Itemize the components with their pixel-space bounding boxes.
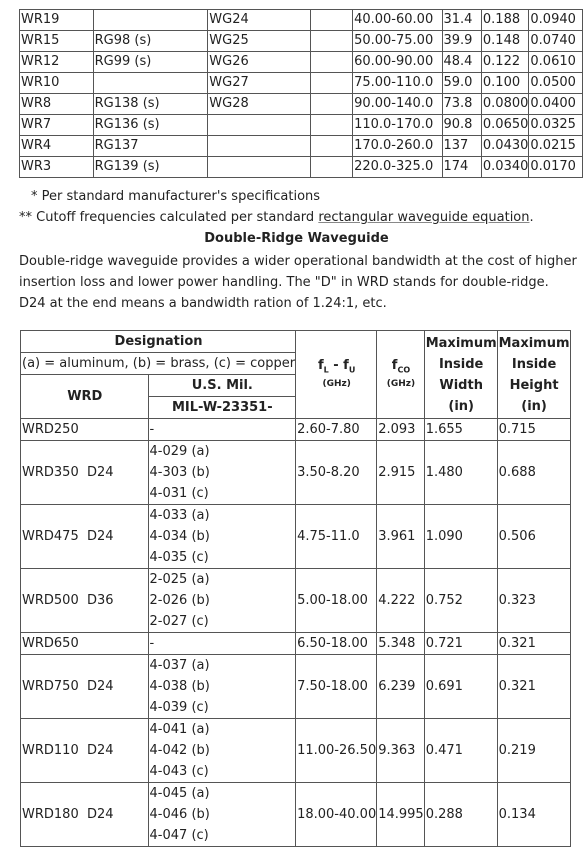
freq-range-cell: 3.50-8.20: [296, 441, 377, 505]
wrd-designation-cell: WRD650: [21, 633, 149, 655]
mil-spec-line: 4-034 (b): [149, 529, 210, 544]
wr-cell-freq-range: 60.00-90.00: [353, 52, 442, 73]
max-height-cell: 0.321: [497, 633, 570, 655]
wr-waveguide-table: [19, 9, 583, 178]
wrd-designation-cell: WRD250: [21, 419, 149, 441]
wr-cell-fco: 39.9: [442, 31, 481, 52]
wr-cell-blank: [310, 73, 352, 94]
fu-sub: U: [348, 365, 356, 375]
max-width-cell: 0.752: [424, 569, 497, 633]
wr-cell-rg-designation: RG138 (s): [93, 94, 208, 115]
materials-legend: (a) = aluminum, (b) = brass, (c) = copper: [21, 353, 296, 375]
wr-cell-wr-designation: WR8: [20, 94, 94, 115]
wr-cell-freq-range: 220.0-325.0: [353, 157, 442, 178]
mil-spec-line: 4-042 (b): [149, 743, 210, 758]
wrd-designation-cell: WRD110 D24: [21, 719, 149, 783]
max-height-cell: 0.219: [497, 719, 570, 783]
table-row: [20, 136, 583, 157]
max-width-cell: 0.471: [424, 719, 497, 783]
wr-cell-inside-height: 0.0325: [529, 115, 583, 136]
mil-spec-cell: [148, 719, 296, 783]
wr-cell-inside-width: 0.0650: [481, 115, 529, 136]
wr-cell-rg-designation: RG139 (s): [93, 157, 208, 178]
max-width-cell: 0.721: [424, 633, 497, 655]
rectangular-waveguide-equation-link[interactable]: rectangular waveguide equation: [318, 210, 530, 225]
wrd-waveguide-table: [20, 330, 571, 847]
wr-cell-inside-height: 0.0740: [529, 31, 583, 52]
wr-cell-rg-designation: [93, 10, 208, 31]
wr-cell-wr-designation: WR12: [20, 52, 94, 73]
wr-cell-wg-designation: WG25: [208, 31, 311, 52]
wr-cell-blank: [310, 94, 352, 115]
fco-main: f: [391, 358, 398, 374]
wr-cell-inside-height: 0.0215: [529, 136, 583, 157]
wr-cell-rg-designation: RG136 (s): [93, 115, 208, 136]
fco-cell: 3.961: [377, 505, 425, 569]
mil-spec-line: 2-027 (c): [149, 614, 209, 629]
wr-cell-inside-height: 0.0500: [529, 73, 583, 94]
wr-cell-wr-designation: WR4: [20, 136, 94, 157]
wrd-table-header: [21, 331, 571, 419]
wr-cell-blank: [310, 10, 352, 31]
height-line-1: Maximum: [498, 335, 570, 351]
wrd-designation-cell: WRD350 D24: [21, 441, 149, 505]
section-paragraph: Double-ridge waveguide provides a wider operational bandwidth at the cost of higher insertion loss and lower power handling. The "D" in WRD stands for double-ridge. D24 at the end means a bandwidth ration of 1.24:1, etc.: [19, 254, 577, 311]
wr-cell-inside-width: 0.0430: [481, 136, 529, 157]
wr-cell-inside-height: 0.0940: [529, 10, 583, 31]
wr-cell-fco: 48.4: [442, 52, 481, 73]
wr-cell-inside-width: 0.100: [481, 73, 529, 94]
wr-cell-inside-height: 0.0400: [529, 94, 583, 115]
fl-main: f: [317, 358, 324, 374]
wrd-designation-cell: WRD500 D36: [21, 569, 149, 633]
wr-cell-blank: [310, 31, 352, 52]
mil-spec-line: 4-303 (b): [149, 465, 210, 480]
wr-cell-fco: 59.0: [442, 73, 481, 94]
height-line-2: Inside: [511, 356, 557, 372]
fco-cell: 4.222: [377, 569, 425, 633]
wr-cell-fco: 31.4: [442, 10, 481, 31]
fco-cell: 2.093: [377, 419, 425, 441]
max-height-cell: 0.688: [497, 441, 570, 505]
table-row: [21, 569, 571, 633]
manufacturer-note: * Per standard manufacturer's specifications: [31, 189, 321, 204]
max-width-cell: 1.480: [424, 441, 497, 505]
mil-spec-line: 4-035 (c): [149, 550, 209, 565]
wr-cell-wg-designation: [208, 115, 311, 136]
wr-cell-wr-designation: WR15: [20, 31, 94, 52]
mil-spec-line: 4-029 (a): [149, 444, 210, 459]
wr-cell-fco: 73.8: [442, 94, 481, 115]
max-height-cell: 0.321: [497, 655, 570, 719]
fl-sub: L: [323, 365, 329, 375]
wr-cell-wr-designation: WR3: [20, 157, 94, 178]
wr-cell-rg-designation: [93, 73, 208, 94]
table-row: [20, 157, 583, 178]
wrd-header: WRD: [21, 375, 149, 419]
wr-table-body: [20, 10, 583, 178]
mil-spec-line: 4-038 (b): [149, 679, 210, 694]
mil-spec-line: 2-026 (b): [149, 593, 210, 608]
max-height-cell: 0.323: [497, 569, 570, 633]
wr-cell-rg-designation: RG99 (s): [93, 52, 208, 73]
max-width-cell: 0.288: [424, 783, 497, 847]
wr-cell-inside-width: 0.0340: [481, 157, 529, 178]
wr-cell-fco: 90.8: [442, 115, 481, 136]
width-line-2: Inside: [438, 356, 484, 372]
max-width-header: [424, 331, 497, 419]
wr-cell-wr-designation: WR7: [20, 115, 94, 136]
max-width-cell: 0.691: [424, 655, 497, 719]
fco-cell: 2.915: [377, 441, 425, 505]
height-line-3: Height: [509, 377, 559, 393]
table-row: [20, 52, 583, 73]
wr-cell-wg-designation: [208, 157, 311, 178]
table-row: [21, 719, 571, 783]
wr-cell-freq-range: 170.0-260.0: [353, 136, 442, 157]
max-width-cell: 1.655: [424, 419, 497, 441]
wr-cell-freq-range: 40.00-60.00: [353, 10, 442, 31]
freq-range-header: [296, 331, 377, 419]
height-line-4: (in): [521, 398, 547, 414]
wrd-designation-cell: WRD475 D24: [21, 505, 149, 569]
wrd-designation-cell: WRD180 D24: [21, 783, 149, 847]
max-height-header: [497, 331, 570, 419]
designation-header: Designation: [21, 331, 296, 353]
freq-units: (GHz): [322, 379, 351, 390]
wr-cell-wg-designation: [208, 136, 311, 157]
mil-spec-line: 4-033 (a): [149, 508, 210, 523]
mil-spec-line: 4-046 (b): [149, 807, 210, 822]
mil-spec-cell: [148, 505, 296, 569]
wr-cell-wg-designation: WG28: [208, 94, 311, 115]
table-row: [21, 419, 571, 441]
max-height-cell: 0.715: [497, 419, 570, 441]
cutoff-note-suffix: .: [529, 210, 534, 225]
fco-sub: CO: [397, 365, 411, 375]
freq-range-cell: 18.00-40.00: [296, 783, 377, 847]
usmil-header-line2: MIL-W-23351-: [148, 397, 296, 419]
table-row: [21, 441, 571, 505]
mil-spec-cell: [148, 655, 296, 719]
wr-cell-blank: [310, 136, 352, 157]
freq-range-cell: 5.00-18.00: [296, 569, 377, 633]
usmil-header-line1: U.S. Mil.: [148, 375, 296, 397]
fco-header: [377, 331, 425, 419]
fl-label: [318, 358, 355, 373]
table-row: [20, 10, 583, 31]
mil-spec-line: 2-025 (a): [149, 572, 210, 587]
fco-cell: 14.995: [377, 783, 425, 847]
wr-cell-wr-designation: WR10: [20, 73, 94, 94]
max-width-cell: 1.090: [424, 505, 497, 569]
mil-spec-line: -: [149, 422, 155, 437]
mil-spec-line: 4-041 (a): [149, 722, 210, 737]
wrd-designation-cell: WRD750 D24: [21, 655, 149, 719]
mil-spec-line: 4-045 (a): [149, 786, 210, 801]
fco-cell: 5.348: [377, 633, 425, 655]
freq-range-cell: 7.50-18.00: [296, 655, 377, 719]
wr-cell-blank: [310, 157, 352, 178]
mil-spec-cell: [148, 569, 296, 633]
table-row: [20, 73, 583, 94]
mil-spec-line: 4-031 (c): [149, 486, 209, 501]
wr-cell-freq-range: 110.0-170.0: [353, 115, 442, 136]
mil-spec-line: 4-047 (c): [149, 828, 209, 843]
table-row: [21, 783, 571, 847]
wr-cell-wg-designation: WG24: [208, 10, 311, 31]
mil-spec-line: 4-039 (c): [149, 700, 209, 715]
wr-cell-inside-width: 0.0800: [481, 94, 529, 115]
width-line-4: (in): [448, 398, 474, 414]
wr-cell-inside-width: 0.188: [481, 10, 529, 31]
wr-cell-inside-width: 0.148: [481, 31, 529, 52]
mil-spec-line: 4-037 (a): [149, 658, 210, 673]
cutoff-note: [19, 210, 534, 226]
table-row: [21, 505, 571, 569]
mil-spec-cell: [148, 633, 296, 655]
width-line-1: Maximum: [425, 335, 497, 351]
section-title: Double-Ridge Waveguide: [204, 231, 389, 246]
wr-cell-blank: [310, 52, 352, 73]
wr-cell-freq-range: 50.00-75.00: [353, 31, 442, 52]
fl-sep: - f: [328, 358, 349, 374]
mil-spec-cell: [148, 419, 296, 441]
max-height-cell: 0.506: [497, 505, 570, 569]
wr-cell-blank: [310, 115, 352, 136]
wr-cell-inside-height: 0.0610: [529, 52, 583, 73]
wr-cell-inside-width: 0.122: [481, 52, 529, 73]
mil-spec-line: -: [149, 636, 155, 651]
wr-cell-fco: 174: [442, 157, 481, 178]
freq-range-cell: 6.50-18.00: [296, 633, 377, 655]
fco-cell: 9.363: [377, 719, 425, 783]
table-row: [20, 94, 583, 115]
table-row: [20, 115, 583, 136]
wr-cell-wg-designation: WG27: [208, 73, 311, 94]
wr-cell-freq-range: 90.00-140.0: [353, 94, 442, 115]
wr-cell-inside-height: 0.0170: [529, 157, 583, 178]
wrd-table-body: [21, 419, 571, 847]
wr-cell-rg-designation: RG98 (s): [93, 31, 208, 52]
wr-cell-freq-range: 75.00-110.0: [353, 73, 442, 94]
mil-spec-cell: [148, 783, 296, 847]
wr-cell-fco: 137: [442, 136, 481, 157]
freq-range-cell: 4.75-11.0: [296, 505, 377, 569]
mil-spec-cell: [148, 441, 296, 505]
table-row: [21, 655, 571, 719]
fco-units: (GHz): [386, 379, 416, 390]
max-height-cell: 0.134: [497, 783, 570, 847]
cutoff-note-prefix: ** Cutoff frequencies calculated per standard: [19, 210, 319, 225]
width-line-3: Width: [439, 377, 483, 393]
table-row: [21, 633, 571, 655]
fco-cell: 6.239: [377, 655, 425, 719]
fco-label: [392, 358, 410, 373]
wr-cell-rg-designation: RG137: [93, 136, 208, 157]
table-row: [20, 31, 583, 52]
freq-range-cell: 2.60-7.80: [296, 419, 377, 441]
freq-range-cell: 11.00-26.50: [296, 719, 377, 783]
wr-cell-wr-designation: WR19: [20, 10, 94, 31]
mil-spec-line: 4-043 (c): [149, 764, 209, 779]
wr-cell-wg-designation: WG26: [208, 52, 311, 73]
